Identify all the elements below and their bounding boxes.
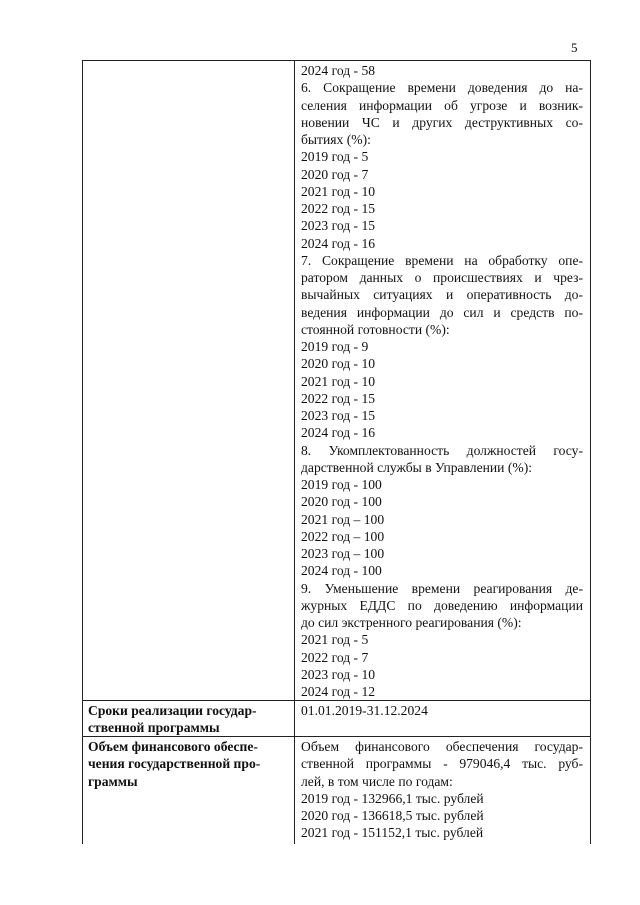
value-line: 2020 год - 136618,5 тыс. рублей bbox=[301, 808, 484, 823]
text-line: 2021 год - 10 bbox=[301, 183, 376, 199]
text-line: вычайных ситуациях и оперативность до- bbox=[301, 287, 583, 303]
text-line: 2023 год - 10 bbox=[301, 666, 376, 682]
text-line: бытиях (%): bbox=[301, 132, 371, 147]
text-line: 7. Сокращение времени на обработку опе- bbox=[301, 252, 583, 268]
table-column-divider bbox=[294, 60, 295, 844]
text-line: стоянной готовности (%): bbox=[301, 321, 450, 337]
text-line: 2022 год – 100 bbox=[301, 528, 385, 544]
text-line: 2024 год - 16 bbox=[301, 235, 376, 251]
text-line: 6. Сокращение времени доведения до на- bbox=[301, 80, 583, 96]
table-top-border bbox=[82, 60, 591, 61]
label-line: Сроки реализации государ- bbox=[88, 703, 257, 718]
label-line: Объем финансового обеспе- bbox=[88, 739, 258, 754]
text-line: 2024 год - 16 bbox=[301, 425, 376, 441]
text-line: новении ЧС и других деструктивных со- bbox=[301, 114, 583, 130]
row-value-financing-volume bbox=[301, 738, 583, 842]
value-line: 2019 год - 132966,1 тыс. рублей bbox=[301, 790, 484, 806]
text-line: 2021 год - 10 bbox=[301, 373, 376, 389]
text-line: 2020 год - 7 bbox=[301, 166, 369, 182]
value-line: ственной программы - 979046,4 тыс. руб- bbox=[301, 756, 583, 772]
label-line: ственной программы bbox=[88, 720, 220, 736]
row-label-implementation-period bbox=[88, 702, 284, 737]
text-line: 2019 год - 5 bbox=[301, 149, 369, 165]
text-line: 2024 год - 12 bbox=[301, 684, 376, 699]
text-line: 2020 год - 100 bbox=[301, 494, 382, 510]
text-line: 2024 год - 100 bbox=[301, 563, 382, 579]
page-number: 5 bbox=[571, 40, 578, 55]
text-line: 2022 год - 7 bbox=[301, 649, 369, 665]
indicators-cell bbox=[301, 62, 583, 700]
value-line: 01.01.2019-31.12.2024 bbox=[301, 703, 428, 718]
text-line: журных ЕДДС по доведению информации bbox=[301, 597, 583, 613]
row-label-financing-volume bbox=[88, 738, 284, 790]
text-line: до сил экстренного реагирования (%): bbox=[301, 615, 522, 630]
label-line: граммы bbox=[88, 773, 138, 789]
text-line: 2022 год - 15 bbox=[301, 201, 376, 216]
value-line: лей, в том числе по годам: bbox=[301, 773, 453, 789]
text-line: ведения информации до сил и средств по- bbox=[301, 304, 583, 320]
text-line: 2023 год – 100 bbox=[301, 546, 385, 561]
text-line: селения информации об угрозе и возник- bbox=[301, 97, 583, 113]
text-line: 8. Укомплектованность должностей госу- bbox=[301, 442, 583, 458]
text-line: 2020 год - 10 bbox=[301, 356, 376, 372]
text-line: 2023 год - 15 bbox=[301, 218, 376, 234]
text-line: 2024 год - 58 bbox=[301, 63, 376, 78]
text-line: ратором данных о происшествиях и чрез- bbox=[301, 270, 583, 285]
text-line: 2021 год - 5 bbox=[301, 632, 369, 648]
text-line: 2021 год – 100 bbox=[301, 511, 385, 527]
value-line: 2021 год - 151152,1 тыс. рублей bbox=[301, 825, 484, 841]
table-right-border bbox=[590, 60, 591, 844]
text-line: 2019 год - 100 bbox=[301, 477, 382, 492]
value-line: Объем финансового обеспечения государ- bbox=[301, 739, 583, 754]
text-line: 2022 год - 15 bbox=[301, 390, 376, 406]
row-value-implementation-period bbox=[301, 702, 583, 719]
text-line: 2019 год - 9 bbox=[301, 339, 369, 354]
label-line: чения государственной про- bbox=[88, 756, 261, 772]
text-line: 9. Уменьшение времени реагирования де- bbox=[301, 580, 583, 596]
table-left-border bbox=[82, 60, 83, 844]
text-line: дарственной службы в Управлении (%): bbox=[301, 459, 532, 475]
text-line: 2023 год - 15 bbox=[301, 408, 376, 423]
